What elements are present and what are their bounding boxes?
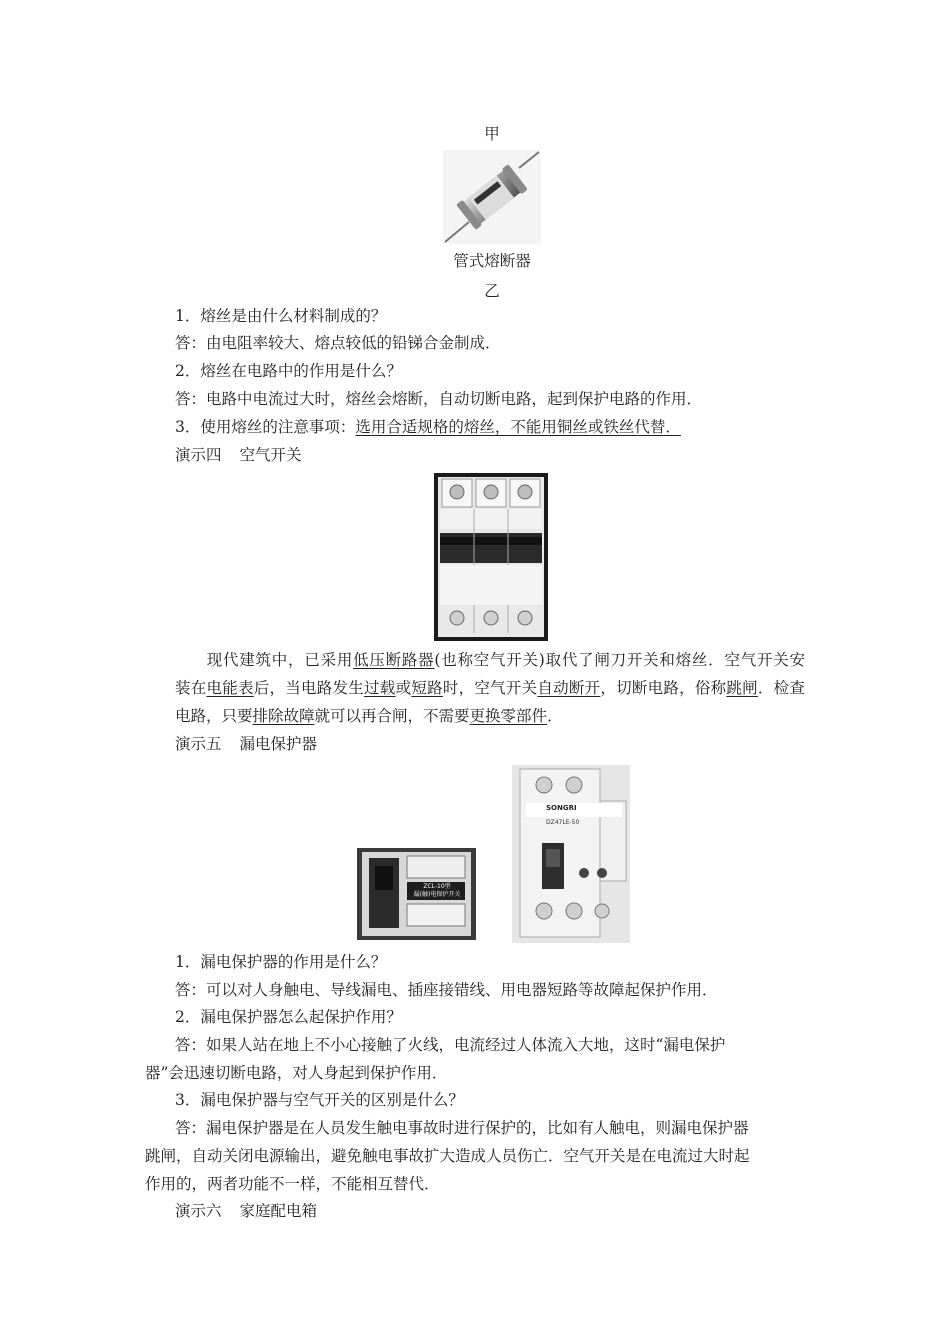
demo6-title: 家庭配电箱 (239, 1202, 318, 1220)
fuse-question-3-prefix: 3．使用熔丝的注意事项： (175, 418, 356, 436)
paragraph-text: 电路，只要 (175, 707, 253, 725)
paragraph-text: ．检查 (757, 679, 805, 697)
demo4-heading (175, 445, 302, 465)
leakage-question-1: 1．漏电保护器的作用是什么？ (175, 953, 387, 971)
leakage-answer-1: 答：可以对人身触电、导线漏电、插座接错线、用电器短路等故障起保护作用． (175, 981, 718, 999)
fuse-question-2: 2．熔丝在电路中的作用是什么？ (175, 362, 402, 380)
fuse-answer-1: 答：由电阻率较大、熔点较低的铅锑合金制成． (175, 334, 501, 352)
paragraph-text: 时，空气开关 (442, 679, 538, 697)
figure-caption-jia: 甲 (484, 125, 500, 143)
leakage-switch-model-label: ZCL-10型 (423, 883, 451, 890)
underlined-short-circuit: 短路 (411, 679, 443, 697)
leakage-switch-photo-left (357, 848, 476, 940)
fuse-question-1: 1．熔丝是由什么材料制成的？ (175, 307, 387, 325)
leakage-switch-name-label: 漏(触)电保护开关 (413, 891, 461, 898)
demo4-label: 演示四 (175, 446, 222, 464)
air-switch-photo (434, 473, 548, 641)
underlined-energy-meter: 电能表 (206, 679, 254, 697)
underlined-overload: 过载 (364, 679, 396, 697)
underlined-fix-fault: 排除故障 (252, 707, 315, 725)
leakage-answer-2-line-2: 器”会迅速切断电路，对人身起到保护作用． (145, 1064, 448, 1082)
paragraph-text: 现代建筑中，已采用 (206, 651, 354, 669)
breaker-model-label: DZ47LE-50 (546, 819, 580, 826)
fuse-question-3-answer: 选用合适规格的熔丝，不能用铜丝或铁丝代替． (355, 418, 681, 436)
leakage-question-3: 3．漏电保护器与空气开关的区别是什么？ (175, 1091, 464, 1109)
breaker-brand-label: SONGRI (546, 804, 577, 812)
underlined-low-voltage-breaker: 低压断路器 (353, 651, 435, 669)
leakage-answer-3-line-3: 作用的，两者功能不一样，不能相互替代． (145, 1175, 440, 1193)
air-switch-paragraph-line-3 (175, 706, 563, 726)
leakage-answer-3-line-1: 答：漏电保护器是在人员发生触电事故时进行保护的，比如有人触电，则漏电保护器 (175, 1119, 749, 1137)
air-switch-paragraph-line-1 (175, 650, 805, 670)
demo6-heading (175, 1201, 317, 1221)
paragraph-text: 就可以再合闸，不需要 (314, 707, 470, 725)
air-switch-paragraph-line-2 (175, 678, 805, 698)
paragraph-text: ，切断电路，俗称 (600, 679, 727, 697)
paragraph-text: (也称空气开关)取代了闸刀开关和熔丝．空气开关安 (434, 651, 805, 669)
demo5-title: 漏电保护器 (239, 735, 318, 753)
demo6-label: 演示六 (175, 1202, 222, 1220)
leakage-answer-3-line-2: 跳闸，自动关闭电源输出，避免触电事故扩大造成人员伤亡．空气开关是在电流过大时起 (145, 1147, 750, 1165)
leakage-answer-2-line-1: 答：如果人站在地上不小心接触了火线，电流经过人体流入大地，这时“漏电保护 (175, 1036, 726, 1054)
leakage-breaker-photo-right (512, 765, 630, 943)
paragraph-text: 后，当电路发生 (253, 679, 365, 697)
figure-caption-tubular-fuse: 管式熔断器 (453, 252, 531, 270)
paragraph-text: ． (547, 707, 563, 725)
demo5-label: 演示五 (175, 735, 222, 753)
underlined-auto-disconnect: 自动断开 (537, 679, 601, 697)
fuse-question-3 (175, 417, 681, 437)
demo5-heading (175, 734, 317, 754)
underlined-trip: 跳闸 (726, 679, 758, 697)
leakage-question-2: 2．漏电保护器怎么起保护作用？ (175, 1008, 402, 1026)
demo4-title: 空气开关 (239, 446, 302, 464)
paragraph-text: 或 (395, 679, 412, 697)
underlined-replace-parts: 更换零部件 (469, 707, 548, 725)
fuse-answer-2: 答：电路中电流过大时，熔丝会熔断，自动切断电路，起到保护电路的作用． (175, 390, 703, 408)
paragraph-text: 装在 (175, 679, 207, 697)
figure-caption-yi: 乙 (484, 282, 500, 300)
tubular-fuse-photo (443, 150, 541, 244)
